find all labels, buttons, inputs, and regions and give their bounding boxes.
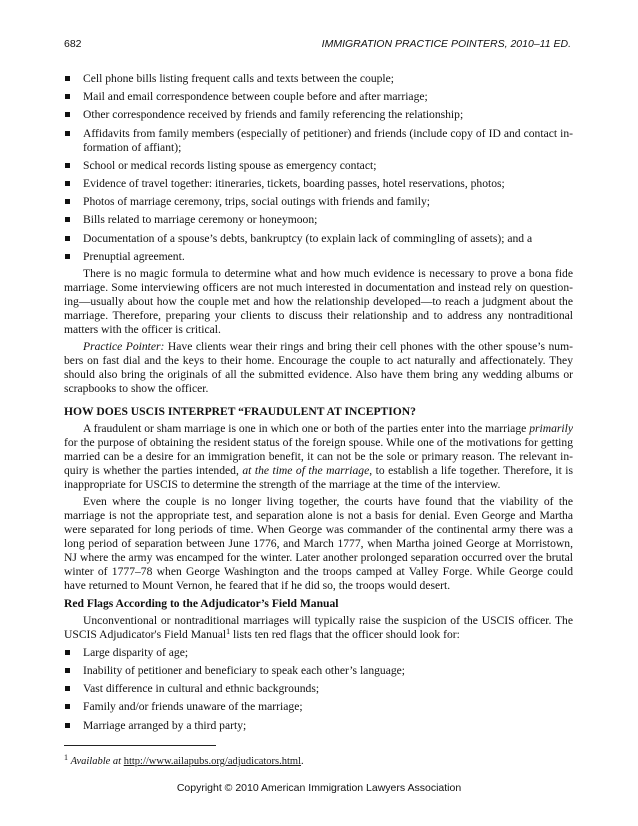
bullet-square-icon [65, 650, 70, 655]
list-item: Documentation of a spouse’s debts, bankruptcy (to explain lack of commingling of assets); and a [64, 232, 573, 246]
paragraph-practice-pointer: Practice Pointer: Have clients wear their rings and bring their cell phones with the other spouse’s numbers on fast dial and the keys to their home. Encourage the couple to act naturally and affectionately. They should also bring the originals of all the submitted evidence. Also have them bring any wedding albums or scrapbooks to show the officer. [64, 339, 573, 395]
page-number: 682 [64, 38, 82, 50]
bullet-square-icon [65, 94, 70, 99]
subheading-red-flags: Red Flags According to the Adjudicator’s Field Manual [64, 596, 339, 610]
footnote: $^1$ Available at http://www.ailapubs.org/adjudicators.html. [64, 753, 304, 767]
paragraph-red-flags-intro: Unconventional or nontraditional marriages will typically raise the suspicion of the USCIS officer. The USCIS Adjudicator's Field Manual$^1$ lists ten red flags that the officer should look for: [64, 613, 573, 641]
copyright-footer: Copyright © 2010 American Immigration Lawyers Association [176, 782, 462, 794]
evidence-list [64, 72, 573, 264]
paragraph-magic-formula: There is no magic formula to determine what and how much evidence is necessary to prove a bona fide marriage. Some interviewing officers are not much interested in documentation and instead rely on questioning—usually about how the couple met and how the relationship developed—to reach a judgment about the marriage. Therefore, preparing your clients to discuss their relationship and to address any nontraditional matters with the officer is critical. [64, 266, 573, 336]
footnote-link[interactable]: http://www.ailapubs.org/adjudicators.html [123, 756, 302, 767]
paragraph-george-martha: Even where the couple is no longer living together, the courts have found that the viability of the marriage is not the appropriate test, and separation alone is not a basis for denial. Even George and Martha were separated for long periods of time. When George was commander of the continental army there was a long period of separation between June 1776, and March 1777, when Martha joined George at Morristown, NJ where the army was encamped for the winter. Later another prolonged separation occurred over the brutal winter of 1777–78 when George Washington and the troops camped at Valley Forge. While George could have returned to Mount Vernon, he feared that if he did so, the troops would desert. [64, 494, 573, 592]
bullet-square-icon [65, 76, 70, 81]
list-item: Evidence of travel together: itineraries, tickets, boarding passes, hotel reservations, photos; [64, 177, 573, 191]
list-item: Bills related to marriage ceremony or honeymoon; [64, 213, 573, 227]
bullet-square-icon [65, 668, 70, 673]
footnote-reference[interactable]: 1 [226, 626, 231, 636]
bullet-square-icon [65, 686, 70, 691]
page-body [64, 72, 573, 737]
list-item: Marriage arranged by a third party; [64, 719, 573, 733]
list-item: Vast difference in cultural and ethnic backgrounds; [64, 682, 573, 696]
bullet-square-icon [65, 181, 70, 186]
bullet-square-icon [65, 236, 70, 241]
list-item: Photos of marriage ceremony, trips, social outings with friends and family; [64, 195, 573, 209]
list-item: Mail and email correspondence between couple before and after marriage; [64, 90, 573, 104]
bullet-square-icon [65, 723, 70, 728]
list-item: Family and/or friends unaware of the marriage; [64, 700, 573, 714]
bullet-square-icon [65, 704, 70, 709]
list-item: Inability of petitioner and beneficiary to speak each other’s language; [64, 664, 573, 678]
paragraph-fraudulent-marriage: A fraudulent or sham marriage is one in which one or both of the parties enter into the marriage primarily for the purpose of obtaining the resident status of the foreign spouse. While one of the motivations for getting married can be a desire for an immigration benefit, it can not be the sole or primary reason. The relevant inquiry is whether the parties intended, at the time of the marriage, to establish a life together. Therefore, it is inappropriate for USCIS to determine the strength of the marriage at the time of the interview. [64, 421, 574, 491]
red-flags-list [64, 646, 573, 733]
list-item: Other correspondence received by friends and family referencing the relationship; [64, 108, 573, 122]
list-item: School or medical records listing spouse as emergency contact; [64, 159, 573, 173]
list-item: Prenuptial agreement. [64, 250, 573, 264]
practice-pointer-label: Practice Pointer: [83, 339, 165, 353]
list-item: Cell phone bills listing frequent calls and texts between the couple; [64, 72, 573, 86]
bullet-square-icon [65, 112, 70, 117]
list-item: Affidavits from family members (especially of petitioner) and friends (include copy of ID and contact information of affiant); [64, 127, 573, 155]
bullet-square-icon [65, 217, 70, 222]
footnote-divider [64, 745, 216, 746]
list-item: Large disparity of age; [64, 646, 573, 660]
bullet-square-icon [65, 163, 70, 168]
footnote-number: 1 [64, 753, 68, 762]
bullet-square-icon [65, 254, 70, 259]
running-title: IMMIGRATION PRACTICE POINTERS, 2010–11 ED. [321, 38, 571, 50]
section-heading: HOW DOES USCIS INTERPRET “FRAUDULENT AT INCEPTION? [64, 404, 416, 418]
bullet-square-icon [65, 131, 70, 136]
bullet-square-icon [65, 199, 70, 204]
